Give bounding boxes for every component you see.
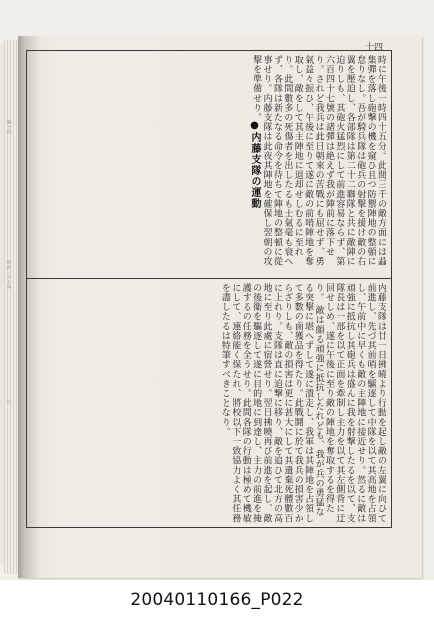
top-section-text xyxy=(32,55,386,273)
section-divider xyxy=(26,278,392,279)
left-margin-mark: 明治三十七年 xyxy=(7,260,12,290)
bottom-section-body: 敵は頗る頑強に抵抗したれども、我が兵の勇猛なる突撃に堪へずして遂に潰走し、我軍は其陣地を占領して多數の鹵獲品を得たり。此戰鬪に於て我兵の損害少からざりしも、敵の損害は更に甚大にして其遺棄死體數百に上れり。支隊は直に追撃に移り、敵を追ひて北方の高地に至り此處に宿營せり。翌日拂曉再び前進を起し、敵の後衞を驅逐して遂に目的地に到達し、主力の前進を掩護するの任務を全うせり。此間各隊の行動は極めて機敏にして、連絡能く保たれ、將校以下一致協力よく其任務を盡したるは特筆すべきことなり。 xyxy=(219,283,324,523)
left-margin-mark: 日 xyxy=(7,400,12,405)
left-margin-mark: 第十四 xyxy=(7,120,12,135)
top-section-body: 時に午後一時四十五分。此間三千の敵方面には蝨集彈を落し砲撃の機を窺ひ且つ防禦陣地の整頓に怠りなし。吾が騎兵隊は砲兵の射撃を援け敵の右翼を壓迫し、各部隊は第二十二聯隊と共に敵陣に迫りしも、其砲火猛烈にして前進容易ならず、第六百四十七號の諸彈は絶えず我が陣前に落下せり。されど我兵は此日朝來の苦戰にも屈せず、勇氣益々振ひ、午後に至りて遂に敵の前哨陣地を奪取し、敵をして其主陣地に退却せしむるに至れり。此間數多の死傷者を出したるも士氣毫も衰へず、各隊は新たなる命令を待ちて陣地の整頓に從事せり。内藤支隊は此夜其陣地を確保し翌朝の攻撃を準備せり。 xyxy=(251,55,386,267)
section-heading: ●内藤支隊の運動 xyxy=(249,120,260,209)
left-margin-marks xyxy=(2,120,14,460)
heading-body: 内藤支隊は廿一日拂曉より行動を起し敵の左翼に向ひて前進し、先づ其前哨を驅逐して中隊を以て其高地を占領し、午前中に早くも敵の主陣地に接近せり。然るに敵は頑強に抵抗し其砲兵は盛んに我を射撃したるを以て、支隊長は一部を以て正面を牽制し主力を以て其左側背に迂回せしめ、遂に午後に至り敵の陣地を奪取するを得たり。 xyxy=(313,283,386,523)
page-number: 十四 xyxy=(364,43,383,53)
image-caption: 20040110166_P022 xyxy=(130,590,304,610)
bottom-section-text xyxy=(32,283,386,523)
